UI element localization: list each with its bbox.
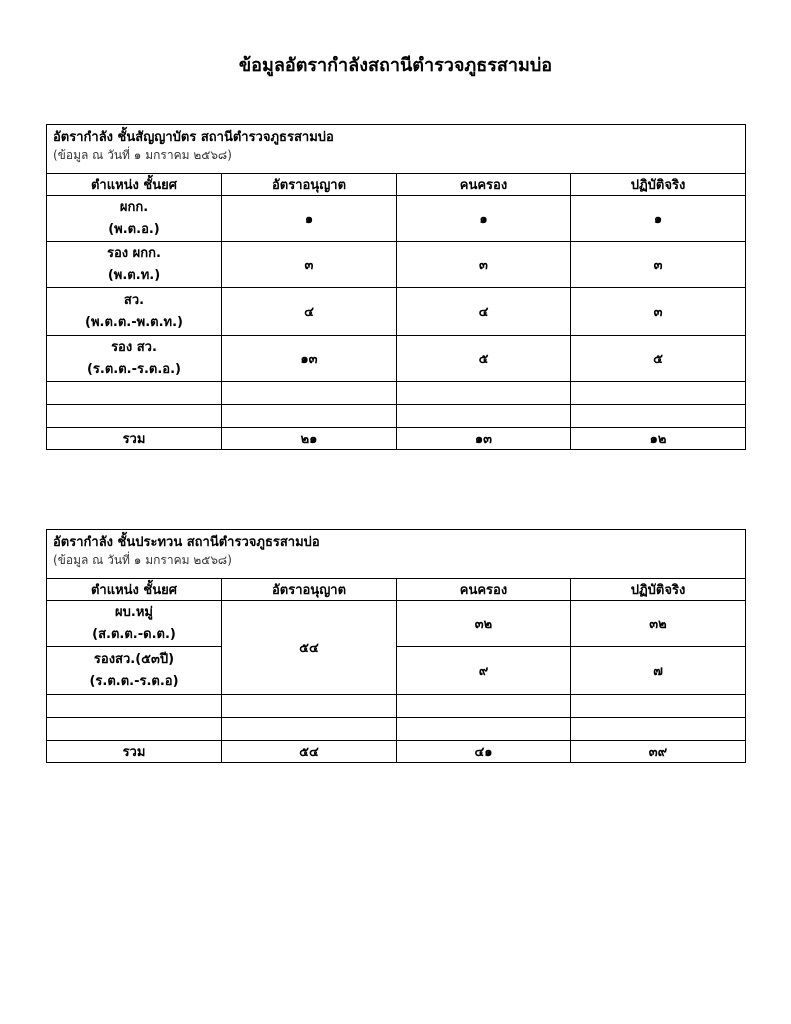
table-caption — [47, 530, 746, 579]
table-row — [47, 647, 746, 695]
header-allowed: อัตราอนุญาต — [222, 174, 397, 196]
data-date-note: (ข้อมูล ณ วันที่ ๑ มกราคม ๒๕๖๘) — [53, 553, 232, 567]
header-actual: ปฏิบัติจริง — [571, 174, 746, 196]
position-cell — [47, 242, 222, 288]
empty-row — [47, 695, 746, 718]
total-row — [47, 741, 746, 763]
position-rank: (ร.ต.ต.-ร.ต.อ) — [89, 673, 179, 689]
table-row — [47, 336, 746, 382]
total-actual: ๓๙ — [571, 741, 746, 763]
allowed-cell: ๑๓ — [222, 336, 397, 382]
total-allowed: ๒๑ — [222, 428, 397, 450]
position-cell — [47, 601, 222, 647]
position-rank: (พ.ต.ท.) — [107, 267, 161, 283]
total-label: รวม — [47, 741, 222, 763]
position-rank: (ส.ต.ต.-ด.ต.) — [92, 626, 176, 642]
total-row — [47, 428, 746, 450]
total-held: ๑๓ — [397, 428, 571, 450]
position-title: รองสว.(๕๓ปี) — [93, 651, 175, 667]
position-title: รอง ผกก. — [107, 245, 161, 261]
position-title: สว. — [123, 292, 145, 308]
header-position: ตำแหน่ง ชั้นยศ — [47, 174, 222, 196]
position-rank: (ร.ต.ต.-ร.ต.อ.) — [86, 361, 181, 377]
header-held: คนครอง — [397, 579, 571, 601]
total-held: ๔๑ — [397, 741, 571, 763]
position-cell — [47, 288, 222, 336]
position-title: ผกก. — [119, 199, 149, 215]
held-cell: ๕ — [397, 336, 571, 382]
allowed-cell: ๔ — [222, 288, 397, 336]
position-rank: (พ.ต.อ.) — [108, 221, 160, 237]
header-actual: ปฏิบัติจริง — [571, 579, 746, 601]
page-title: ข้อมูลอัตรากำลังสถานีตำรวจภูธรสามบ่อ — [238, 55, 553, 76]
table-row — [47, 601, 746, 647]
header-position: ตำแหน่ง ชั้นยศ — [47, 579, 222, 601]
table-title: อัตรากำลัง ชั้นสัญญาบัตร สถานีตำรวจภูธรสามบ่อ — [53, 130, 334, 145]
data-date-note: (ข้อมูล ณ วันที่ ๑ มกราคม ๒๕๖๘) — [53, 148, 232, 162]
total-allowed: ๕๔ — [222, 741, 397, 763]
actual-cell: ๓๒ — [571, 601, 746, 647]
position-title: รอง สว. — [111, 339, 157, 355]
empty-row — [47, 718, 746, 741]
merged-allowed-cell: ๕๔ — [222, 601, 397, 695]
position-cell — [47, 336, 222, 382]
position-cell — [47, 647, 222, 695]
table-row — [47, 288, 746, 336]
allowed-cell: ๑ — [222, 196, 397, 242]
total-label: รวม — [47, 428, 222, 450]
position-cell — [47, 196, 222, 242]
position-rank: (พ.ต.ต.-พ.ต.ท.) — [85, 314, 183, 330]
held-cell: ๓๒ — [397, 601, 571, 647]
header-held: คนครอง — [397, 174, 571, 196]
commissioned-staff-table — [46, 124, 746, 450]
actual-cell: ๗ — [571, 647, 746, 695]
table-row — [47, 196, 746, 242]
total-actual: ๑๒ — [571, 428, 746, 450]
actual-cell: ๓ — [571, 242, 746, 288]
held-cell: ๑ — [397, 196, 571, 242]
table-title: อัตรากำลัง ชั้นประทวน สถานีตำรวจภูธรสามบ่อ — [53, 535, 320, 550]
actual-cell: ๓ — [571, 288, 746, 336]
table-caption — [47, 125, 746, 174]
empty-row — [47, 382, 746, 405]
position-title: ผบ.หมู่ — [115, 604, 153, 620]
actual-cell: ๕ — [571, 336, 746, 382]
allowed-cell: ๓ — [222, 242, 397, 288]
header-allowed: อัตราอนุญาต — [222, 579, 397, 601]
held-cell: ๙ — [397, 647, 571, 695]
actual-cell: ๑ — [571, 196, 746, 242]
held-cell: ๔ — [397, 288, 571, 336]
empty-row — [47, 405, 746, 428]
held-cell: ๓ — [397, 242, 571, 288]
table-row — [47, 242, 746, 288]
noncommissioned-staff-table — [46, 529, 746, 763]
